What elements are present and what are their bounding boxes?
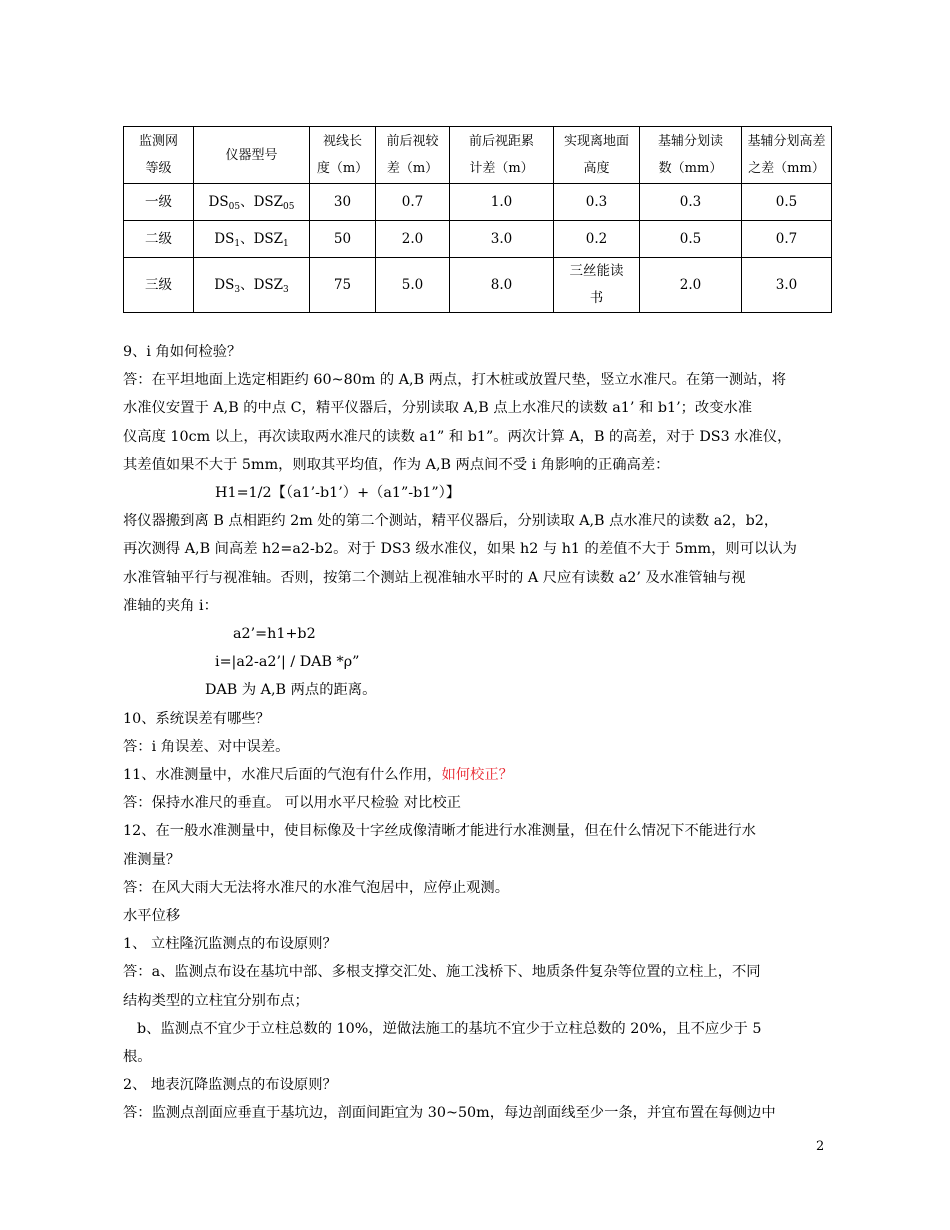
formula-h1: H1=1/2【（a1’-b1’）+（a1”-b1”）】 — [215, 485, 461, 502]
table-cell: 3.0 — [450, 221, 554, 258]
table-cell: 1.0 — [450, 184, 554, 221]
header-cell: 实现离地面 高度 — [554, 127, 640, 184]
question-heading: 2、 地表沉降监测点的布设原则？ — [123, 1077, 337, 1094]
table-cell: 3.0 — [742, 258, 832, 313]
table-cell: $DS_1$、$DSZ_1$ — [194, 221, 310, 258]
header-cell: 基辅分划读 数（mm） — [640, 127, 742, 184]
answer-line: 准轴的夹角 i： — [123, 597, 218, 614]
header-cell: 监测网 等级 — [124, 127, 194, 184]
question-heading: 11、水准测量中，水准尺后面的气泡有什么作用，如何校正？ — [123, 767, 513, 784]
answer-line: 水准管轴平行与视准轴。否则，按第二个测站上视准轴水平时的 A 尺应有读数 a2’ 及水准管轴与视 — [123, 569, 746, 586]
page-number: 2 — [816, 1139, 825, 1154]
table-cell: 一级 — [124, 184, 194, 221]
answer-line: 再次测得 A,B 间高差 h2=a2-b2。对于 DS3 级水准仪，如果 h2 与 h1 的差值不大于 5mm，则可以认为 — [123, 541, 797, 558]
answer-line: 答：监测点剖面应垂直于基坑边，剖面间距宜为 30~50m，每边剖面线至少一条，并宜布置在每侧边中 — [123, 1105, 776, 1122]
table-cell: 0.2 — [554, 221, 640, 258]
table-cell: 75 — [310, 258, 376, 313]
table-cell: 8.0 — [450, 258, 554, 313]
table-cell: 二级 — [124, 221, 194, 258]
table-cell: 0.5 — [640, 221, 742, 258]
table-row — [124, 258, 832, 313]
answer-line: 仪高度 10cm 以上，再次读取两水准尺的读数 a1” 和 b1”。两次计算 A，B 的高差，对于 DS3 水准仪， — [123, 428, 792, 445]
question-heading: 1、 立柱隆沉监测点的布设原则？ — [123, 936, 337, 953]
question-heading: 9、i 角如何检验？ — [123, 344, 242, 360]
answer-line: 根。 — [123, 1049, 152, 1066]
formula-note: DAB 为 A,B 两点的距离。 — [205, 682, 377, 699]
table-cell: $DS_{05}$、$DSZ_{05}$ — [194, 184, 310, 221]
answer-line: 答：i 角误差、对中误差。 — [123, 738, 290, 755]
table-cell: 5.0 — [376, 258, 450, 313]
answer-line: 结构类型的立柱宜分别布点； — [123, 992, 309, 1009]
table-cell: 三级 — [124, 258, 194, 313]
table-row — [124, 221, 832, 258]
table-cell: 0.5 — [742, 184, 832, 221]
section-heading: 水平位移 — [123, 908, 181, 925]
answer-line: 将仪器搬到离 B 点相距约 2m 处的第二个测站，精平仪器后，分别读取 A,B 点水准尺的读数 a2，b2， — [123, 513, 779, 530]
header-cell: 仪器型号 — [194, 127, 310, 184]
table-cell: 30 — [310, 184, 376, 221]
question-heading: 12、在一般水准测量中，使目标像及十字丝成像清晰才能进行水准测量，但在什么情况下不能进行水 — [123, 823, 756, 840]
formula-i: i=|a2-a2’| / DAB *ρ” — [215, 654, 360, 671]
answer-line: 答：在风大雨大无法将水准尺的水准气泡居中，应停止观测。 — [123, 879, 510, 896]
table-cell: 0.7 — [376, 184, 450, 221]
header-cell: 前后视距累 计差（m） — [450, 127, 554, 184]
question-heading: 准测量？ — [123, 851, 181, 868]
header-cell: 前后视较 差（m） — [376, 127, 450, 184]
table-header-row — [124, 127, 832, 184]
table-cell: $DS_3$、$DSZ_3$ — [194, 258, 310, 313]
answer-line: 其差值如果不大于 5mm，则取其平均值，作为 A,B 两点间不受 i 角影响的正确高差： — [123, 456, 670, 473]
leveling-spec-table — [123, 126, 832, 313]
answer-line: 答：在平坦地面上选定相距约 60~80m 的 A,B 两点，打木桩或放置尺垫，竖立水准尺。在第一测站，将 — [123, 372, 787, 389]
table-cell: 0.3 — [640, 184, 742, 221]
answer-line: b、监测点不宜少于立柱总数的 10%，逆做法施工的基坑不宜少于立柱总数的 20%，且不应少于 5 — [137, 1020, 762, 1037]
table-cell: 2.0 — [640, 258, 742, 313]
header-cell: 视线长 度（m） — [310, 127, 376, 184]
table-cell: 50 — [310, 221, 376, 258]
table-cell: 2.0 — [376, 221, 450, 258]
header-cell: 基辅分划高差 之差（mm） — [742, 127, 832, 184]
answer-line: 水准仪安置于 A,B 的中点 C，精平仪器后，分别读取 A,B 点上水准尺的读数 a1’ 和 b1’；改变水准 — [123, 400, 753, 417]
table-cell: 0.3 — [554, 184, 640, 221]
formula-a2: a2’=h1+b2 — [233, 626, 316, 643]
document-body — [123, 338, 833, 1128]
answer-line: 答：保持水准尺的垂直。 可以用水平尺检验 对比校正 — [123, 795, 461, 812]
answer-line: 答：a、监测点布设在基坑中部、多根支撑交汇处、施工浅桥下、地质条件复杂等位置的立柱上，不同 — [123, 964, 761, 981]
table-cell: 0.7 — [742, 221, 832, 258]
question-heading: 10、系统误差有哪些？ — [123, 710, 270, 727]
highlighted-question: 如何校正？ — [441, 767, 513, 784]
table-row — [124, 184, 832, 221]
table-cell: 三丝能读 书 — [554, 258, 640, 313]
